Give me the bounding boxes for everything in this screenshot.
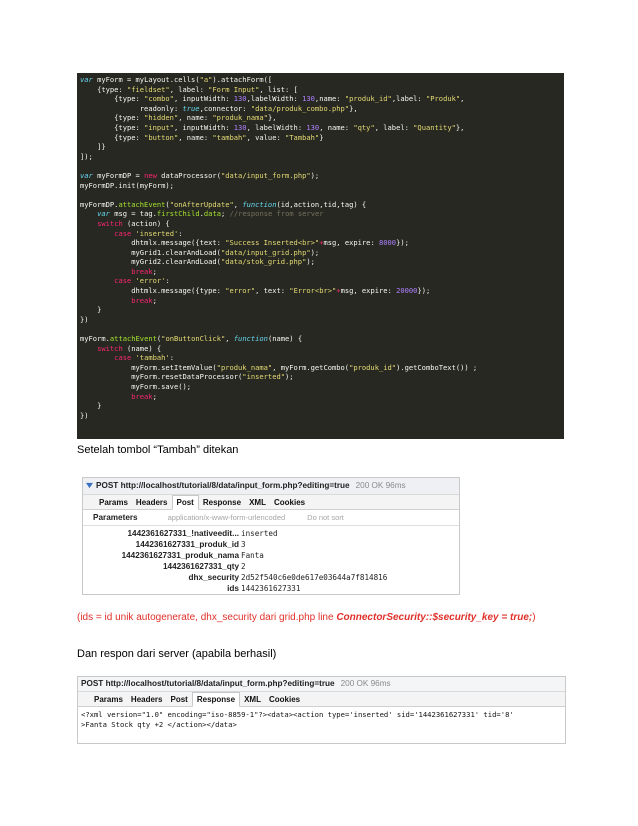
code-line [80, 181, 564, 191]
code-token: } [80, 305, 102, 315]
param-key: 1442361627331_produk_nama [121, 551, 239, 560]
tab-response[interactable]: Response [202, 498, 242, 507]
tab-bar [78, 692, 565, 707]
parameters-label: Parameters [93, 513, 138, 522]
code-token: break [131, 391, 153, 401]
code-token: data [203, 209, 221, 219]
tab-response[interactable]: Response [192, 692, 240, 707]
code-token: , inputWidth: [173, 122, 234, 132]
code-token: "data/stok_grid.php" [220, 257, 307, 267]
tab-xml[interactable]: XML [249, 498, 266, 507]
code-token: dhtmlx.message({text: [80, 238, 226, 248]
code-token: "input" [144, 122, 174, 132]
tab-xml[interactable]: XML [244, 695, 261, 704]
code-token: , myForm.getCombo( [272, 362, 350, 372]
code-token: 130 [306, 122, 320, 132]
request-post-panel [82, 477, 460, 595]
code-line [80, 334, 564, 344]
code-line [80, 104, 564, 114]
code-token: function [233, 334, 268, 344]
code-token: ).attachForm([ [212, 75, 273, 84]
code-token: true [182, 103, 200, 113]
param-key: 1442361627331_produk_id [135, 540, 239, 549]
request-header-row[interactable] [78, 677, 565, 692]
code-token: switch [97, 218, 127, 228]
note-text: (ids = id unik autogenerate, dhx_security dari grid.php line [77, 612, 337, 623]
code-token: function [242, 199, 277, 209]
code-token: ]); [80, 151, 93, 161]
code-token: ); [306, 257, 315, 267]
request-status: 200 OK 96ms [355, 481, 406, 490]
code-token: : [169, 353, 174, 363]
code-token: var [97, 209, 115, 219]
code-token: var [80, 170, 98, 180]
code-token: myGrid2.clearAndLoad( [80, 257, 221, 267]
caption-server-response: Dan respon dari server (apabila berhasil) [77, 648, 277, 660]
code-line [80, 257, 564, 267]
code-line [80, 372, 564, 382]
code-token: break [131, 266, 153, 276]
code-line [80, 85, 564, 95]
code-token: break [131, 295, 153, 305]
code-token: (name) { [127, 343, 162, 353]
code-line [80, 152, 564, 162]
code-token: 8000 [379, 238, 397, 248]
code-token: , name: [178, 113, 213, 123]
code-token: }, [267, 113, 277, 123]
code-line [80, 113, 564, 123]
param-value: Fanta [241, 551, 264, 560]
tab-cookies[interactable]: Cookies [268, 695, 301, 704]
code-token: "produk_nama" [216, 362, 273, 372]
code-token: myForm.setItemValue( [80, 362, 217, 372]
code-token: ; [221, 209, 230, 219]
code-token: {type: [80, 84, 127, 94]
param-row [83, 539, 459, 550]
code-token: ); [310, 170, 320, 180]
code-token: {type: [80, 132, 145, 142]
code-line [80, 161, 564, 171]
code-token: myGrid1.clearAndLoad( [80, 247, 221, 257]
code-token: var [80, 75, 98, 84]
code-token: "data/produk_combo.php" [250, 103, 350, 113]
code-token: myFormDP = [97, 170, 145, 180]
code-token [80, 392, 131, 401]
code-token: msg = tag. [114, 209, 157, 219]
tab-headers[interactable]: Headers [135, 498, 168, 507]
param-row [83, 583, 459, 594]
request-header-row[interactable] [83, 478, 459, 495]
code-line [80, 411, 564, 421]
code-token: , value: [246, 132, 286, 142]
param-value: 3 [241, 540, 246, 549]
param-row [83, 561, 459, 572]
code-token: 130 [233, 94, 247, 104]
param-value: 1442361627331 [241, 584, 301, 593]
code-token: case [114, 228, 136, 238]
note-suffix: ) [532, 612, 536, 623]
code-token: ,label: [391, 94, 426, 104]
param-row [83, 572, 459, 583]
code-line [80, 123, 564, 133]
security-note [77, 612, 536, 623]
code-token: msg, expire: [323, 238, 379, 248]
code-line [80, 190, 564, 200]
code-token [80, 276, 114, 285]
code-token: : [178, 228, 183, 238]
code-token: myForm. [80, 334, 110, 344]
code-line [80, 209, 564, 219]
code-token: , [233, 199, 243, 209]
code-token [80, 267, 131, 276]
param-row [83, 528, 459, 539]
note-code: ConnectorSecurity::$security_key = true; [336, 612, 533, 623]
code-line [80, 142, 564, 152]
tab-bar [83, 495, 459, 510]
code-token [80, 296, 131, 305]
code-token: + [319, 238, 324, 248]
code-token: dataProcessor( [161, 170, 221, 180]
code-token: "Success Inserted<br>" [225, 238, 320, 248]
code-token: } [319, 132, 324, 142]
code-token [80, 353, 114, 362]
do-not-sort-toggle[interactable]: Do not sort [307, 513, 344, 522]
code-token: "tambah" [212, 132, 247, 142]
param-key: 1442361627331_!nativeedit... [127, 529, 239, 538]
code-token: 130 [233, 122, 247, 132]
code-token: case [114, 276, 136, 286]
code-line [80, 324, 564, 334]
tab-post[interactable]: Post [170, 695, 188, 704]
code-token: "error" [225, 286, 256, 296]
code-token: myFormDP. [80, 199, 119, 209]
code-token: , [225, 334, 234, 344]
tab-cookies[interactable]: Cookies [273, 498, 306, 507]
code-token: ]} [80, 142, 106, 152]
code-token: attachEvent [118, 199, 166, 209]
code-token: "button" [144, 132, 179, 142]
code-token: {type: [80, 94, 145, 104]
code-token: {type: [80, 122, 145, 132]
content-type-label: application/x-www-form-urlencoded [167, 513, 286, 522]
param-key: 1442361627331_qty [162, 562, 239, 571]
request-line: POST http://localhost/tutorial/8/data/input_form.php?editing=true [96, 481, 350, 490]
param-value: 2d52f540c6e0de617e03644a7f814816 [241, 573, 388, 582]
code-token: myForm.save(); [80, 382, 192, 391]
parameters-header [83, 510, 459, 526]
code-line [80, 286, 564, 296]
code-token: "onButtonClick" [161, 334, 226, 344]
tab-params[interactable]: Params [94, 695, 123, 704]
code-token: ,labelWidth: [246, 94, 303, 104]
code-token: "qty" [353, 122, 375, 132]
code-token: "Form Input" [208, 84, 260, 94]
tab-headers[interactable]: Headers [130, 695, 163, 704]
caption-after-tambah: Setelah tombol “Tambah” ditekan [77, 444, 239, 456]
code-token: ).getComboText()) ; [396, 362, 478, 372]
code-token: : [165, 276, 170, 286]
code-token: "Tambah" [285, 132, 320, 142]
code-token: "fieldset" [126, 84, 170, 94]
code-token: "Error<br>" [289, 286, 337, 296]
code-token: ; [152, 295, 157, 305]
code-token: (name) { [267, 334, 303, 344]
code-token: 'error' [135, 276, 166, 286]
code-line [80, 382, 564, 392]
code-line [80, 315, 564, 325]
code-token: "onAfterUpdate" [169, 199, 234, 209]
code-token: myFormDP.init(myForm); [80, 180, 174, 190]
code-line [80, 133, 564, 143]
request-status: 200 OK 96ms [340, 679, 391, 688]
code-token: ,name: [314, 94, 345, 104]
code-token: }) [80, 314, 89, 324]
code-token: //response from server [229, 209, 324, 219]
code-token: "hidden" [144, 113, 179, 123]
code-token: "Quantity" [413, 122, 456, 132]
code-token: , inputWidth: [173, 94, 234, 104]
code-token: , list: [ [259, 84, 298, 94]
code-token: 20000 [396, 286, 418, 296]
code-token: }); [396, 238, 409, 248]
response-panel [77, 676, 566, 744]
code-line [80, 75, 564, 85]
code-token: , name: [178, 132, 213, 142]
code-token: (action) { [127, 218, 170, 228]
param-list [83, 526, 459, 594]
code-line [80, 219, 564, 229]
code-token: dhtmlx.message({type: [80, 286, 226, 296]
code-token: ,connector: [199, 103, 251, 113]
code-line [80, 94, 564, 104]
request-line: POST http://localhost/tutorial/8/data/input_form.php?editing=true [81, 679, 335, 688]
response-body [78, 707, 565, 730]
expanded-triangle-icon[interactable] [86, 482, 93, 489]
code-token: . [199, 209, 204, 219]
code-line [80, 248, 564, 258]
code-line [80, 276, 564, 286]
code-line [80, 353, 564, 363]
code-token: 'inserted' [135, 228, 179, 238]
code-token [80, 219, 97, 228]
param-key: dhx_security [188, 573, 239, 582]
code-token: ); [285, 372, 294, 382]
param-row [83, 550, 459, 561]
code-token: }) [80, 410, 89, 420]
code-token: ; [152, 391, 157, 401]
code-token: (id,action,tid,tag) { [276, 199, 367, 209]
code-token: "produk_id" [349, 362, 397, 372]
code-line [80, 305, 564, 315]
code-line [80, 363, 564, 373]
code-line [80, 171, 564, 181]
code-line [80, 200, 564, 210]
code-token: "a" [199, 75, 213, 84]
code-token: {type: [80, 113, 145, 123]
code-token: "produk_id" [344, 94, 392, 104]
tab-params[interactable]: Params [99, 498, 128, 507]
code-token: , [460, 94, 465, 104]
code-line [80, 238, 564, 248]
code-line [80, 229, 564, 239]
code-token: "data/input_form.php" [220, 170, 311, 180]
param-key: ids [227, 584, 239, 593]
code-token: }, [349, 103, 358, 113]
code-token: ( [156, 334, 162, 344]
code-token [80, 344, 97, 353]
code-screenshot [77, 73, 564, 439]
code-token [80, 229, 114, 238]
code-token: } [80, 401, 102, 411]
response-line: <?xml version="1.0" encoding="iso-8859-1"?><data><action type='inserted' sid='1442361627331' tid='8' [81, 710, 514, 719]
code-line [80, 401, 564, 411]
code-line [80, 267, 564, 277]
code-token: }, [455, 122, 465, 132]
code-token: ; [152, 266, 157, 276]
code-token: "inserted" [242, 372, 286, 382]
code-line [80, 296, 564, 306]
code-token: switch [97, 343, 127, 353]
code-line [80, 392, 564, 402]
code-token: readonly: [80, 103, 183, 113]
code-token: }); [417, 286, 431, 296]
code-token: 'tambah' [135, 353, 170, 363]
code-token: ( [165, 199, 170, 209]
param-value: inserted [241, 529, 278, 538]
code-token: msg, expire: [340, 286, 397, 296]
code-token: myForm.resetDataProcessor( [80, 372, 243, 382]
code-token: firstChild [156, 209, 200, 219]
code-token: ); [310, 247, 320, 257]
code-token: , labelWidth: [246, 122, 307, 132]
code-token: myForm = myLayout.cells( [97, 75, 200, 84]
code-token: case [114, 353, 136, 363]
code-token: "produk_nama" [212, 113, 268, 123]
code-line [80, 344, 564, 354]
code-token: new [144, 170, 162, 180]
code-token: 130 [302, 94, 315, 104]
tab-post[interactable]: Post [172, 495, 199, 510]
code-token: + [336, 286, 341, 296]
code-token: attachEvent [109, 334, 157, 344]
param-value: 2 [241, 562, 246, 571]
code-token: , label: [374, 122, 414, 132]
code-token [80, 209, 97, 218]
code-token: "Produk" [425, 94, 461, 104]
code-token: , text: [255, 286, 290, 296]
code-token: "data/input_grid.php" [220, 247, 311, 257]
response-line: >Fanta Stock qty +2 </action></data> [81, 720, 237, 729]
code-token: , name: [319, 122, 354, 132]
code-token: , label: [169, 84, 209, 94]
code-token: "combo" [144, 94, 174, 104]
